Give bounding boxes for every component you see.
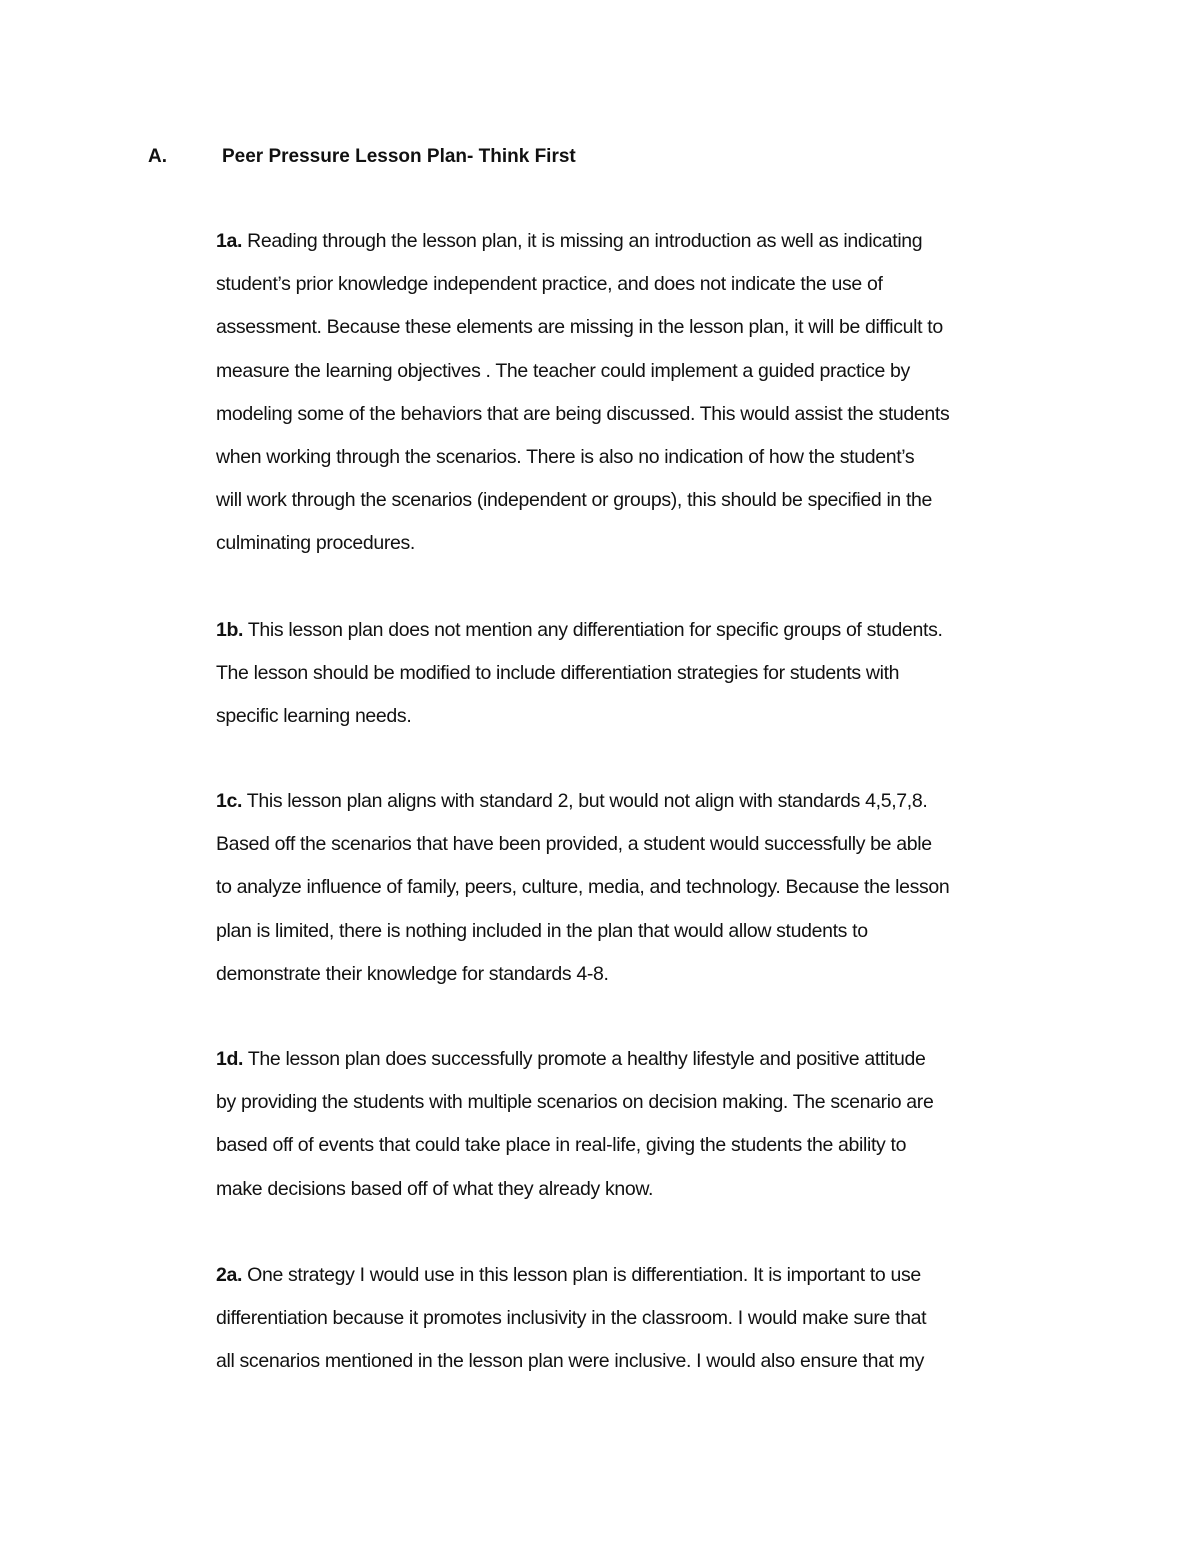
paragraph-line: The lesson should be modified to include differentiation strategies for students with xyxy=(216,662,900,685)
paragraph-line: plan is limited, there is nothing included in the plan that would allow students to xyxy=(216,919,868,942)
paragraph-line: will work through the scenarios (independent or groups), this should be specified in the xyxy=(216,489,933,512)
paragraph-label: 1d. xyxy=(216,1048,244,1070)
paragraph-line: 1d. The lesson plan does successfully promote a healthy lifestyle and positive attitude xyxy=(216,1048,926,1070)
paragraph-line: by providing the students with multiple scenarios on decision making. The scenario are xyxy=(216,1091,934,1114)
paragraph-line: culminating procedures. xyxy=(216,532,415,555)
paragraph-line: when working through the scenarios. There is also no indication of how the student’s xyxy=(216,446,915,469)
paragraph-1b xyxy=(216,609,1066,739)
paragraph-2a xyxy=(216,1254,1066,1384)
paragraph-label: 1c. xyxy=(216,790,243,812)
section-letter: A. xyxy=(148,146,167,167)
paragraph-line: modeling some of the behaviors that are being discussed. This would assist the students xyxy=(216,402,950,425)
section-title: Peer Pressure Lesson Plan- Think First xyxy=(222,146,576,167)
paragraph-line: assessment. Because these elements are missing in the lesson plan, it will be difficult to xyxy=(216,316,943,339)
paragraph-label: 2a. xyxy=(216,1264,243,1286)
paragraph-line: 1a. Reading through the lesson plan, it is missing an introduction as well as indicating xyxy=(216,230,923,252)
paragraph-line: all scenarios mentioned in the lesson plan were inclusive. I would also ensure that my xyxy=(216,1350,925,1373)
paragraph-line: make decisions based off of what they already know. xyxy=(216,1177,654,1200)
paragraph-label: 1a. xyxy=(216,230,243,252)
paragraph-line: measure the learning objectives . The teacher could implement a guided practice by xyxy=(216,359,910,382)
section-heading xyxy=(148,143,576,171)
paragraph-1a xyxy=(216,220,1066,566)
paragraph-line: student’s prior knowledge independent practice, and does not indicate the use of xyxy=(216,273,883,296)
paragraph-1c xyxy=(216,780,1066,996)
paragraph-line: demonstrate their knowledge for standards 4-8. xyxy=(216,962,609,985)
paragraph-line: differentiation because it promotes inclusivity in the classroom. I would make sure that xyxy=(216,1307,927,1330)
paragraph-1d xyxy=(216,1038,1066,1211)
paragraph-line: to analyze influence of family, peers, culture, media, and technology. Because the lesson xyxy=(216,876,950,899)
paragraph-label: 1b. xyxy=(216,619,244,641)
paragraph-line: 1c. This lesson plan aligns with standard 2, but would not align with standards 4,5,7,8. xyxy=(216,790,928,812)
paragraph-line: 1b. This lesson plan does not mention any differentiation for specific groups of students. xyxy=(216,619,943,641)
paragraph-line: specific learning needs. xyxy=(216,705,412,728)
paragraph-line: Based off the scenarios that have been provided, a student would successfully be able xyxy=(216,833,932,856)
paragraph-line: 2a. One strategy I would use in this lesson plan is differentiation. It is important to use xyxy=(216,1264,921,1286)
paragraph-line: based off of events that could take place in real-life, giving the students the ability to xyxy=(216,1134,907,1157)
